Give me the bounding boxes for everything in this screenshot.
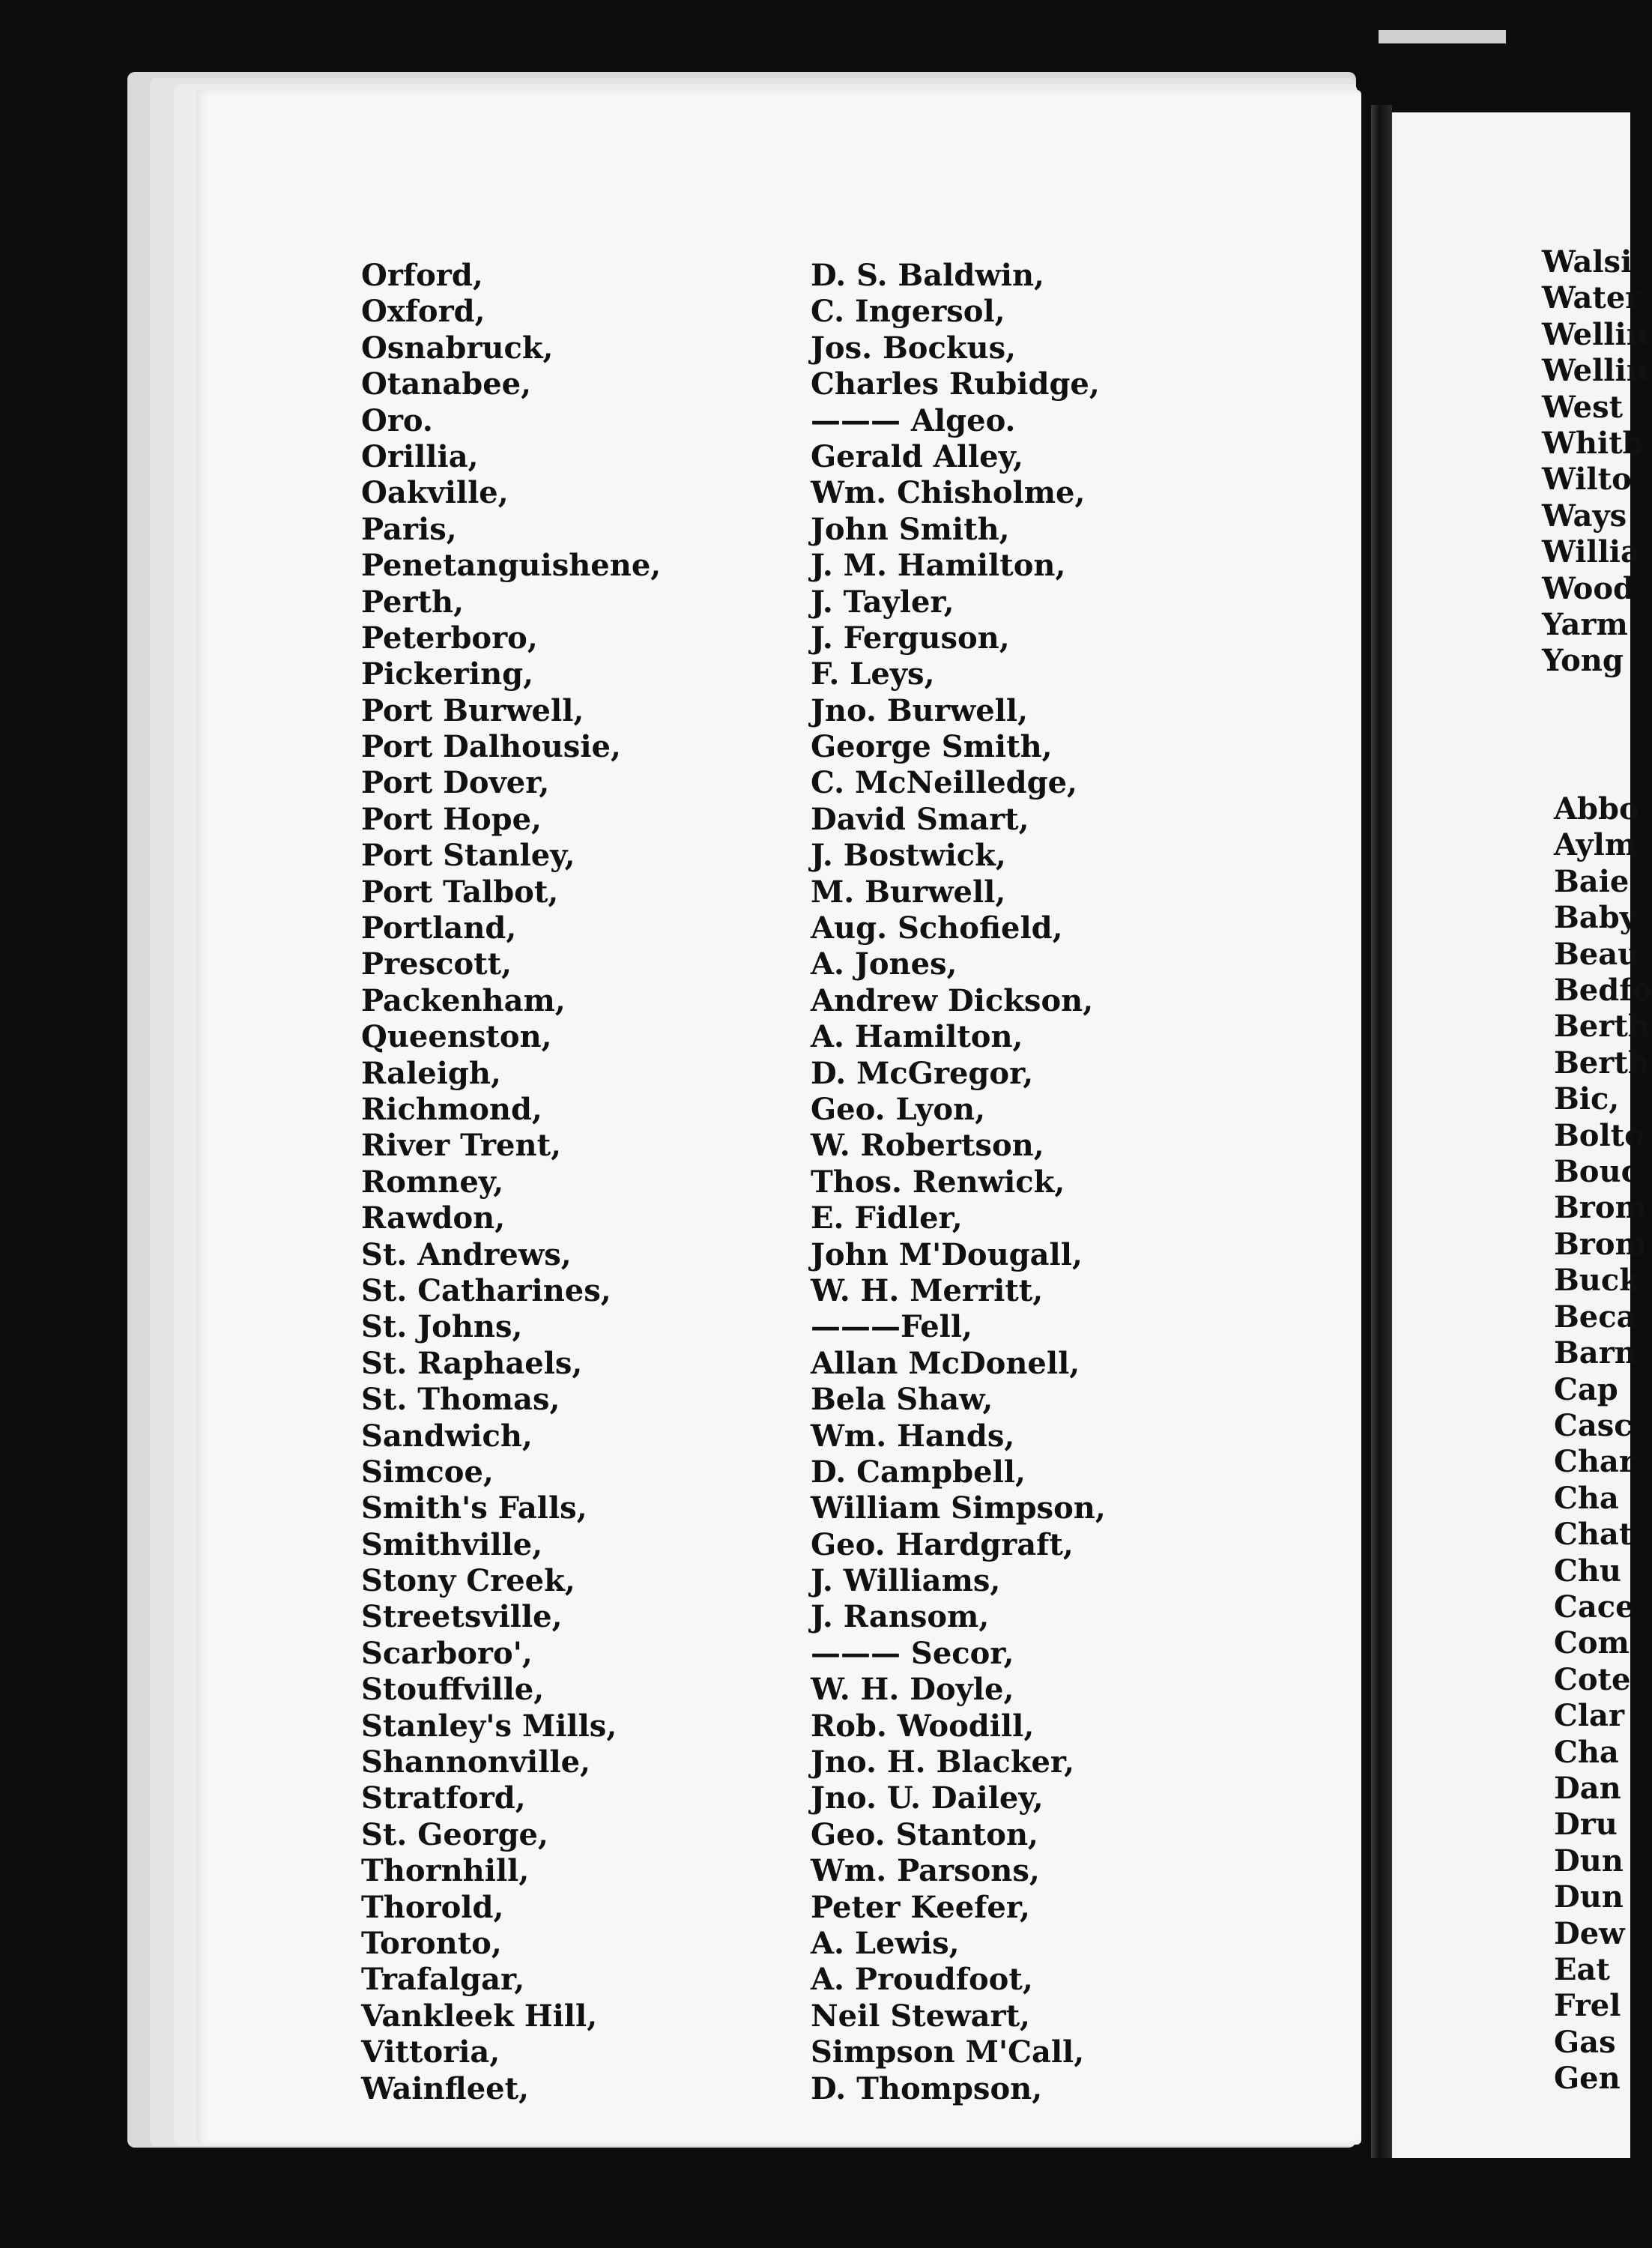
place-entry: Shannonville, bbox=[361, 1744, 591, 1780]
name-entry: ——— Algeo. bbox=[811, 402, 1016, 438]
name-entry: Allan McDonell, bbox=[811, 1345, 1080, 1381]
place-entry: Vankleek Hill, bbox=[361, 1998, 598, 2034]
place-entry: Streetsville, bbox=[361, 1599, 563, 1635]
right-page-entry: West bbox=[1542, 389, 1624, 425]
name-entry: Gerald Alley, bbox=[811, 438, 1023, 474]
name-entry: John M'Dougall, bbox=[811, 1236, 1083, 1272]
name-entry: W. H. Merritt, bbox=[811, 1272, 1044, 1308]
right-page-entry: Aylm bbox=[1554, 827, 1637, 863]
right-page-entry: Wilto bbox=[1542, 462, 1632, 498]
place-entry: Paris, bbox=[361, 511, 457, 547]
right-page-entry: Gas bbox=[1554, 2024, 1616, 2060]
name-entry: Geo. Lyon, bbox=[811, 1091, 986, 1127]
name-entry: Jos. Bockus, bbox=[811, 330, 1017, 366]
name-entry: J. M. Hamilton, bbox=[811, 548, 1066, 584]
right-page-entry: Brom bbox=[1554, 1190, 1647, 1226]
name-entry: William Simpson, bbox=[811, 1490, 1106, 1526]
name-entry: Wm. Chisholme, bbox=[811, 475, 1086, 511]
place-name-column bbox=[361, 258, 661, 2107]
place-entry: Raleigh, bbox=[361, 1055, 501, 1091]
right-page-entry: Dan bbox=[1554, 1770, 1621, 1806]
place-entry: Smith's Falls, bbox=[361, 1490, 587, 1526]
place-entry: Simcoe, bbox=[361, 1454, 494, 1490]
name-entry: J. Ferguson, bbox=[811, 620, 1010, 656]
right-page-entry: Wellin bbox=[1542, 353, 1648, 389]
name-entry: A. Lewis, bbox=[811, 1925, 960, 1961]
place-entry: Oxford, bbox=[361, 294, 485, 330]
right-page-entry: Water bbox=[1542, 280, 1642, 316]
name-entry: Simpson M'Call, bbox=[811, 2034, 1085, 2070]
name-entry: A. Hamilton, bbox=[811, 1019, 1023, 1055]
place-entry: Osnabruck, bbox=[361, 330, 554, 366]
place-entry: Port Burwell, bbox=[361, 692, 584, 728]
place-entry: Romney, bbox=[361, 1164, 504, 1200]
place-entry: Perth, bbox=[361, 584, 465, 620]
right-page-entry: Ways bbox=[1542, 498, 1627, 534]
name-entry: J. Bostwick, bbox=[811, 838, 1006, 874]
name-entry: A. Jones, bbox=[811, 946, 957, 982]
name-entry: Jno. Burwell, bbox=[811, 692, 1028, 728]
right-page-entry: Chat bbox=[1554, 1517, 1633, 1553]
name-entry: Andrew Dickson, bbox=[811, 982, 1094, 1018]
name-entry: Peter Keefer, bbox=[811, 1889, 1030, 1925]
place-entry: Orillia, bbox=[361, 438, 479, 474]
place-entry: Scarboro', bbox=[361, 1635, 533, 1671]
right-page-entry: Bolto bbox=[1554, 1117, 1645, 1153]
place-entry: Thornhill, bbox=[361, 1853, 530, 1889]
place-entry: Peterboro, bbox=[361, 620, 538, 656]
place-entry: Pickering, bbox=[361, 656, 534, 692]
place-entry: Vittoria, bbox=[361, 2034, 500, 2070]
right-page-entry: Cha bbox=[1554, 1480, 1619, 1516]
right-page-entry: Willia bbox=[1542, 534, 1640, 570]
right-page-bottom-list bbox=[1554, 791, 1652, 2097]
right-page-entry: Berth bbox=[1554, 1045, 1650, 1081]
right-page-entry: Bic, bbox=[1554, 1081, 1620, 1117]
name-entry: Geo. Hardgraft, bbox=[811, 1526, 1074, 1562]
place-entry: Prescott, bbox=[361, 946, 512, 982]
place-entry: Port Talbot, bbox=[361, 874, 559, 910]
right-page-entry: Dew bbox=[1554, 1915, 1625, 1951]
place-entry: Queenston, bbox=[361, 1019, 552, 1055]
name-entry: Rob. Woodill, bbox=[811, 1708, 1035, 1744]
place-entry: Stanley's Mills, bbox=[361, 1708, 617, 1744]
right-page-entry: Abbo bbox=[1554, 791, 1639, 827]
name-entry: Wm. Parsons, bbox=[811, 1853, 1040, 1889]
book-gutter bbox=[1371, 105, 1392, 2158]
place-entry: Sandwich, bbox=[361, 1418, 533, 1454]
place-entry: Oro. bbox=[361, 402, 433, 438]
place-entry: River Trent, bbox=[361, 1128, 561, 1164]
name-entry: J. Ransom, bbox=[811, 1599, 990, 1635]
place-entry: Wainfleet, bbox=[361, 2070, 530, 2106]
right-page-entry: Eat bbox=[1554, 1952, 1610, 1987]
name-entry: Charles Rubidge, bbox=[811, 366, 1100, 402]
name-entry: W. H. Doyle, bbox=[811, 1672, 1014, 1708]
right-page-entry: Yong bbox=[1542, 643, 1624, 679]
name-entry: J. Williams, bbox=[811, 1563, 1001, 1599]
name-entry: D. Thompson, bbox=[811, 2070, 1043, 2106]
place-entry: Orford, bbox=[361, 258, 483, 293]
right-page-top-list bbox=[1542, 244, 1648, 680]
right-page-entry: Cace bbox=[1554, 1589, 1635, 1625]
place-entry: Stouffville, bbox=[361, 1672, 545, 1708]
right-page-entry: Dun bbox=[1554, 1843, 1624, 1879]
place-entry: Port Dalhousie, bbox=[361, 729, 621, 765]
name-entry: Aug. Schofield, bbox=[811, 910, 1063, 946]
right-page-entry: Baby bbox=[1554, 900, 1637, 936]
place-entry: St. Thomas, bbox=[361, 1382, 560, 1418]
place-entry: St. Johns, bbox=[361, 1309, 523, 1345]
right-page-entry: Casc bbox=[1554, 1407, 1633, 1443]
right-page-entry: Baie bbox=[1554, 863, 1630, 899]
right-page-entry: Cap bbox=[1554, 1371, 1618, 1407]
name-entry: E. Fidler, bbox=[811, 1200, 963, 1236]
right-page-entry: Frel bbox=[1554, 1988, 1621, 2024]
right-page-entry: Bouc bbox=[1554, 1154, 1639, 1190]
name-entry: C. McNeilledge, bbox=[811, 765, 1077, 801]
right-page-entry: Bedfo bbox=[1554, 973, 1652, 1009]
right-page-entry: Com bbox=[1554, 1625, 1630, 1661]
right-page-entry: Cote bbox=[1554, 1661, 1631, 1697]
place-entry: Trafalgar, bbox=[361, 1962, 525, 1998]
place-entry: Portland, bbox=[361, 910, 517, 946]
name-entry: J. Tayler, bbox=[811, 584, 954, 620]
right-page-entry: Char bbox=[1554, 1444, 1635, 1480]
right-page-entry: Dru bbox=[1554, 1807, 1618, 1843]
name-entry: George Smith, bbox=[811, 729, 1053, 765]
right-page-entry: Cha bbox=[1554, 1734, 1619, 1770]
place-entry: Penetanguishene, bbox=[361, 548, 662, 584]
right-page-entry: Beau bbox=[1554, 936, 1640, 972]
name-entry: W. Robertson, bbox=[811, 1128, 1044, 1164]
name-entry: Bela Shaw, bbox=[811, 1382, 993, 1418]
name-entry: Jno. H. Blacker, bbox=[811, 1744, 1075, 1780]
right-page-entry: Buck bbox=[1554, 1263, 1640, 1299]
right-page-entry: Gen bbox=[1554, 2061, 1621, 2097]
name-entry: ——— Secor, bbox=[811, 1635, 1014, 1671]
right-page-entry: Walsi bbox=[1542, 244, 1633, 280]
name-entry: D. McGregor, bbox=[811, 1055, 1034, 1091]
name-entry: M. Burwell, bbox=[811, 874, 1006, 910]
name-entry: F. Leys, bbox=[811, 656, 935, 692]
name-entry: D. Campbell, bbox=[811, 1454, 1026, 1490]
place-entry: Richmond, bbox=[361, 1091, 542, 1127]
name-entry: C. Ingersol, bbox=[811, 294, 1005, 330]
right-page-entry: Clar bbox=[1554, 1698, 1625, 1734]
right-page-entry: Barn bbox=[1554, 1335, 1636, 1371]
name-entry: John Smith, bbox=[811, 511, 1010, 547]
place-entry: St. George, bbox=[361, 1816, 548, 1852]
place-entry: Packenham, bbox=[361, 982, 566, 1018]
right-page-entry: Chu bbox=[1554, 1553, 1621, 1589]
place-entry: Otanabee, bbox=[361, 366, 532, 402]
place-entry: Port Stanley, bbox=[361, 838, 575, 874]
right-page-entry: Berth bbox=[1554, 1009, 1650, 1045]
place-entry: Stony Creek, bbox=[361, 1563, 575, 1599]
place-entry: St. Raphaels, bbox=[361, 1345, 583, 1381]
place-entry: Stratford, bbox=[361, 1780, 526, 1816]
place-entry: Port Hope, bbox=[361, 801, 542, 837]
place-entry: Oakville, bbox=[361, 475, 509, 511]
right-page-entry: Brom bbox=[1554, 1226, 1647, 1262]
name-entry: David Smart, bbox=[811, 801, 1029, 837]
name-entry: Thos. Renwick, bbox=[811, 1164, 1065, 1200]
place-entry: St. Andrews, bbox=[361, 1236, 572, 1272]
place-entry: Port Dover, bbox=[361, 765, 550, 801]
name-entry: Wm. Hands, bbox=[811, 1418, 1015, 1454]
person-name-column bbox=[811, 258, 1106, 2107]
place-entry: Rawdon, bbox=[361, 1200, 506, 1236]
place-entry: St. Catharines, bbox=[361, 1272, 611, 1308]
name-entry: ———Fell, bbox=[811, 1309, 972, 1345]
place-entry: Smithville, bbox=[361, 1526, 543, 1562]
right-page-entry: Dun bbox=[1554, 1879, 1624, 1915]
top-scan-mark bbox=[1379, 30, 1506, 43]
name-entry: D. S. Baldwin, bbox=[811, 258, 1044, 293]
right-page-entry: Yarm bbox=[1542, 607, 1628, 643]
name-entry: A. Proudfoot, bbox=[811, 1962, 1033, 1998]
place-entry: Thorold, bbox=[361, 1889, 504, 1925]
name-entry: Jno. U. Dailey, bbox=[811, 1780, 1044, 1816]
right-page-entry: Wellin bbox=[1542, 316, 1648, 352]
name-entry: Geo. Stanton, bbox=[811, 1816, 1038, 1852]
place-entry: Toronto, bbox=[361, 1925, 502, 1961]
right-page-entry: Whitb bbox=[1542, 426, 1644, 462]
right-page-entry: Wood bbox=[1542, 570, 1634, 606]
right-page-entry: Beca bbox=[1554, 1299, 1636, 1335]
name-entry: Neil Stewart, bbox=[811, 1998, 1030, 2034]
